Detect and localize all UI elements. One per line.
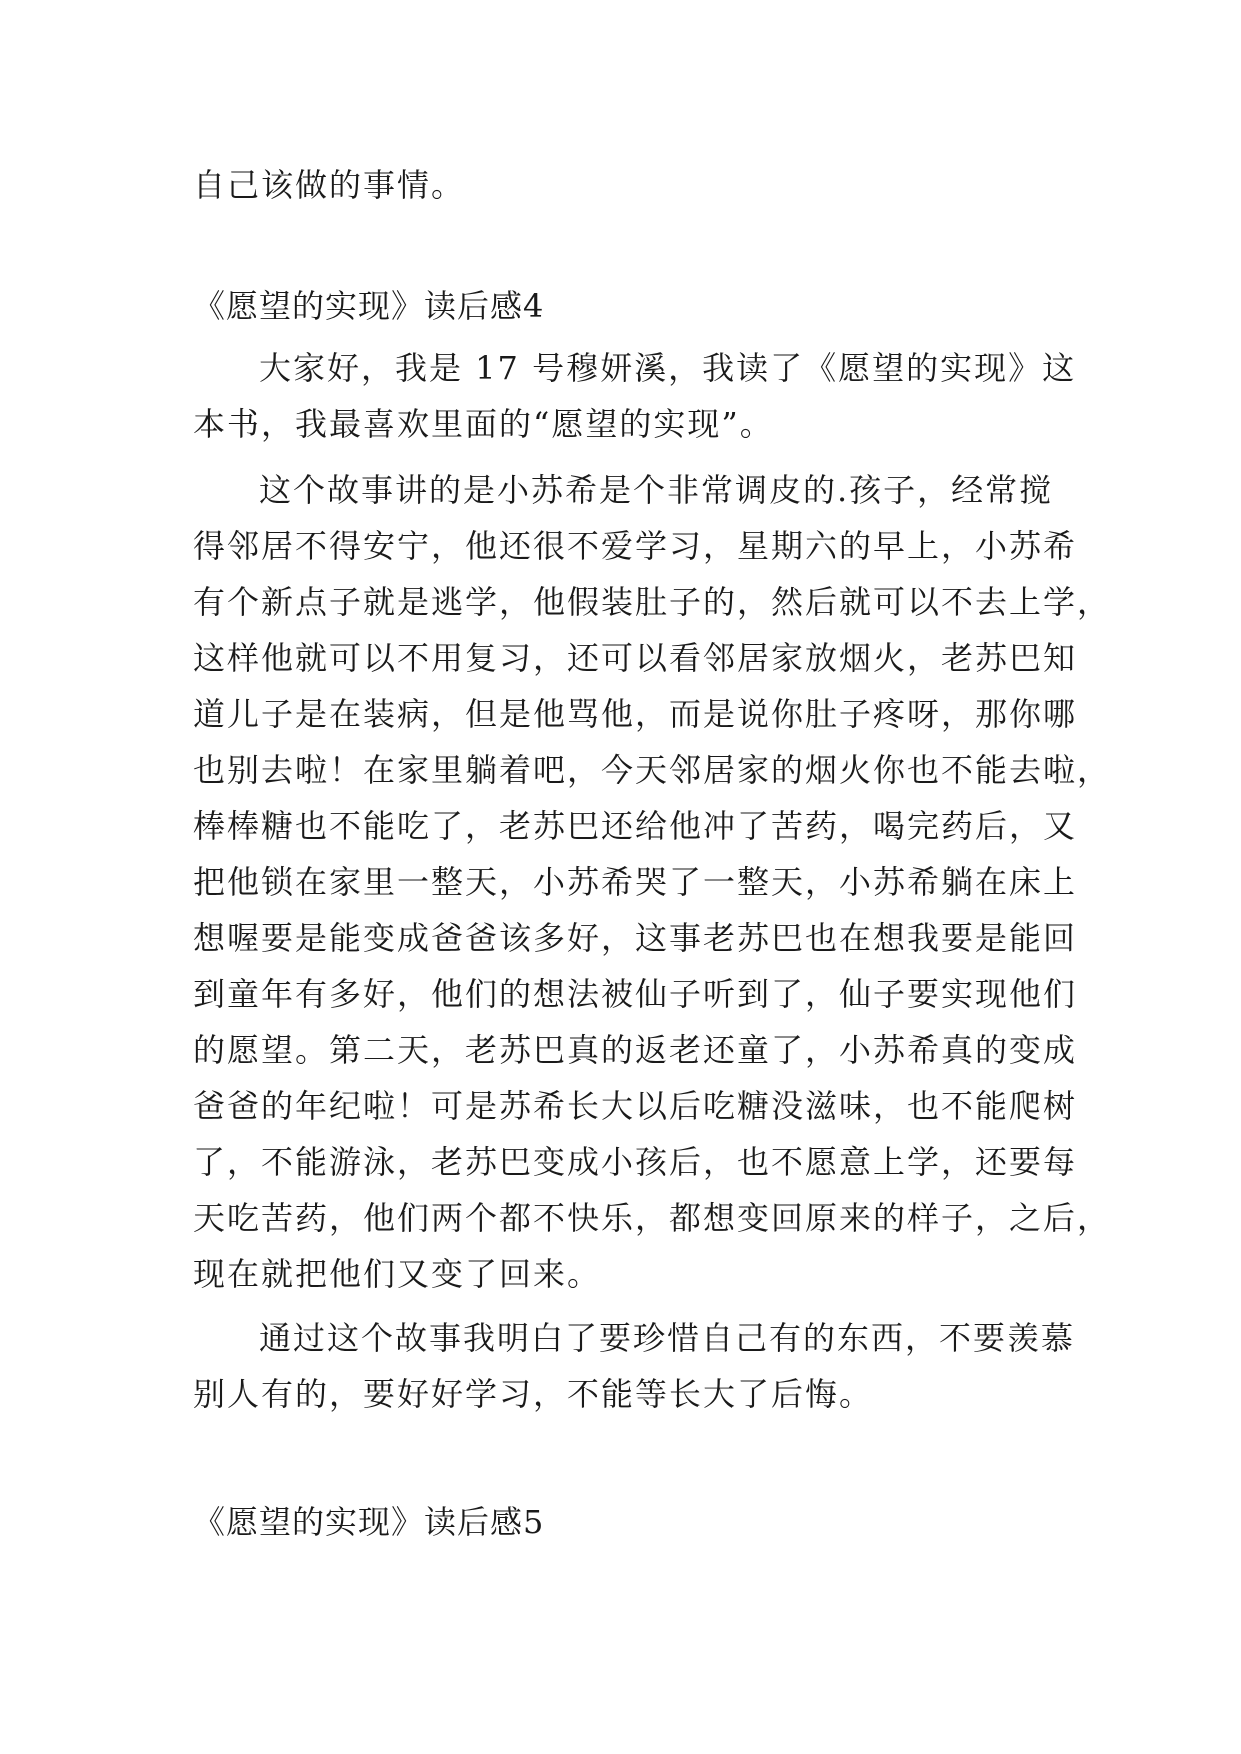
- paragraph-line: 现在就把他们又变了回来。: [193, 1255, 602, 1293]
- paragraph-line: 通过这个故事我明白了要珍惜自己有的东西，不要羡慕: [259, 1319, 1076, 1357]
- paragraph-line: 有个新点子就是逃学，他假装肚子的，然后就可以不去上学，: [193, 583, 1112, 621]
- paragraph-line: 天吃苦药，他们两个都不快乐，都想变回原来的样子，之后，: [193, 1199, 1112, 1237]
- paragraph-line: 大家好，我是 17 号穆妍溪，我读了《愿望的实现》这: [259, 349, 1077, 387]
- intro-line: 自己该做的事情。: [193, 166, 466, 204]
- paragraph-2: [193, 462, 1112, 1302]
- paragraph-line: 本书，我最喜欢里面的“愿望的实现”。: [193, 405, 774, 443]
- paragraph-line: 棒棒糖也不能吃了，老苏巴还给他冲了苦药，喝完药后，又: [193, 807, 1078, 845]
- paragraph-line: 到童年有多好，他们的想法被仙子听到了，仙子要实现他们: [193, 975, 1078, 1013]
- paragraph-line: 别人有的，要好好学习，不能等长大了后悔。: [193, 1375, 874, 1413]
- paragraph-line: 得邻居不得安宁，他还很不爱学习，星期六的早上，小苏希: [193, 527, 1078, 565]
- paragraph-line: 这样他就可以不用复习，还可以看邻居家放烟火，老苏巴知: [193, 639, 1078, 677]
- paragraph-3: [193, 1310, 1076, 1422]
- paragraph-1: [193, 340, 1077, 452]
- paragraph-line: 的愿望。第二天，老苏巴真的返老还童了，小苏希真的变成: [193, 1031, 1078, 1069]
- paragraph-line: 把他锁在家里一整天，小苏希哭了一整天，小苏希躺在床上: [193, 863, 1078, 901]
- paragraph-line: 了，不能游泳，老苏巴变成小孩后，也不愿意上学，还要每: [193, 1143, 1078, 1181]
- paragraph-line: 想喔要是能变成爸爸该多好，这事老苏巴也在想我要是能回: [193, 919, 1078, 957]
- paragraph-line: 道儿子是在装病，但是他骂他，而是说你肚子疼呀，那你哪: [193, 695, 1078, 733]
- paragraph-line: 这个故事讲的是小苏希是个非常调皮的.孩子，经常搅: [259, 471, 1054, 509]
- section-heading-5: 《愿望的实现》读后感5: [193, 1503, 545, 1541]
- paragraph-line: 爸爸的年纪啦！可是苏希长大以后吃糖没滋味，也不能爬树: [193, 1087, 1078, 1125]
- section-heading-4: 《愿望的实现》读后感4: [193, 287, 545, 325]
- paragraph-line: 也别去啦！在家里躺着吧，今天邻居家的烟火你也不能去啦，: [193, 751, 1112, 789]
